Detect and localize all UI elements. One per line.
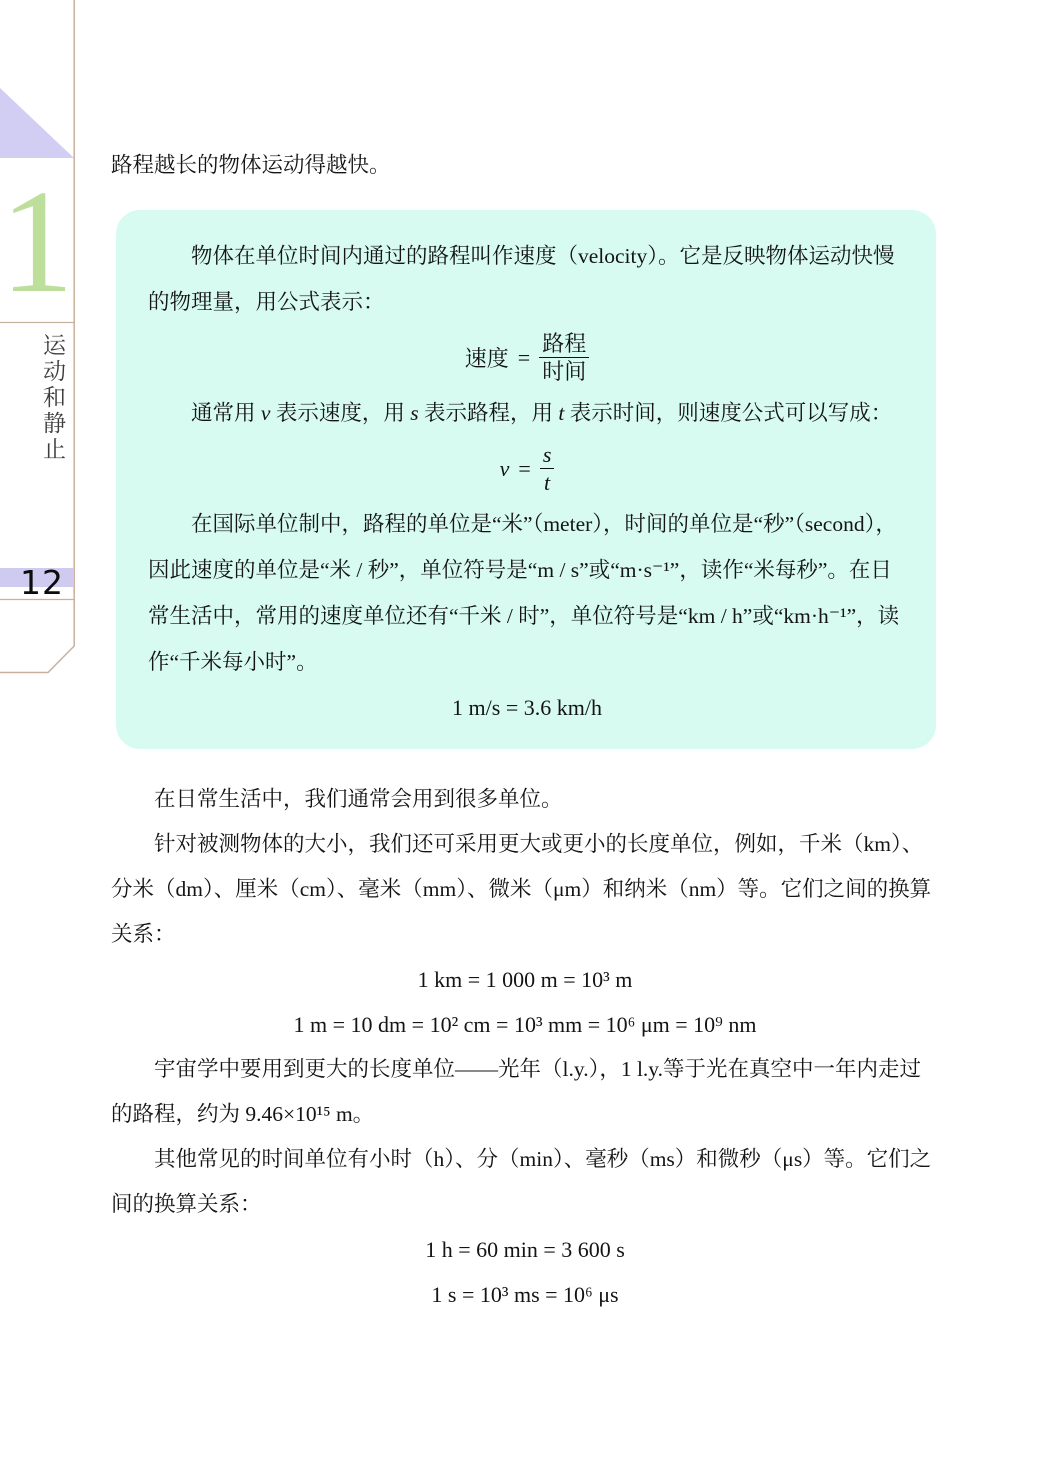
box-paragraph-symbols [148, 390, 906, 436]
variable-v: v [260, 401, 271, 425]
chapter-number: 1 [0, 160, 74, 324]
formula-velocity-symbolic [148, 441, 906, 496]
box-paragraph-definition: 物体在单位时间内通过的路程叫作速度（velocity）。它是反映物体运动快慢的物理量，用公式表示： [148, 244, 895, 314]
chapter-title-vertical: 运动和静止 [40, 333, 66, 463]
formula-m-conversion: 1 m = 10 dm = 10² cm = 10³ mm = 10⁶ μm = 10⁹ nm [293, 1012, 757, 1037]
paragraph-lightyear: 宇宙学中要用到更大的长度单位——光年（l.y.），1 l.y.等于光在真空中一年内走过的路程，约为 9.46×10¹⁵ m。 [111, 1057, 922, 1126]
formula-hour-conversion: 1 h = 60 min = 3 600 s [425, 1237, 625, 1262]
intro-paragraph: 路程越长的物体运动得越快。 [111, 153, 391, 177]
formula-lhs: 速度 [464, 346, 509, 371]
fraction [540, 441, 555, 496]
formula-ms-to-kmh: 1 m/s = 3.6 km/h [452, 695, 602, 720]
page-content [111, 148, 939, 1317]
formula-lhs: v [499, 455, 510, 481]
fraction-numerator: 路程 [539, 330, 589, 358]
formula-second-conversion: 1 s = 10³ ms = 10⁶ μs [431, 1282, 619, 1307]
fraction-numerator: s [540, 441, 555, 469]
paragraph-daily-units: 在日常生活中，我们通常会用到很多单位。 [154, 787, 563, 811]
fraction-denominator: 时间 [542, 359, 587, 384]
paragraph-time-units: 其他常见的时间单位有小时（h）、分（min）、毫秒（ms）和微秒（μs）等。它们之间的换算关系： [111, 1147, 932, 1216]
text-run: 通常用 [191, 401, 261, 425]
text-run: 表示时间，则速度公式可以写成： [564, 401, 893, 425]
fraction-denominator: t [544, 470, 551, 495]
text-run: 表示路程，用 [418, 401, 559, 425]
equals-sign: = [518, 455, 531, 481]
definition-box [116, 210, 936, 749]
fraction [539, 330, 589, 385]
equals-sign: = [517, 344, 531, 370]
page-number: 12 [20, 563, 64, 602]
text-run: 表示速度，用 [270, 401, 411, 425]
formula-velocity-chinese [148, 330, 906, 385]
paragraph-length-units: 针对被测物体的大小，我们还可采用更大或更小的长度单位，例如，千米（km）、分米（dm）、厘米（cm）、毫米（mm）、微米（μm）和纳米（nm）等。它们之间的换算关系： [111, 832, 932, 946]
box-paragraph-units: 在国际单位制中，路程的单位是“米”（meter），时间的单位是“秒”（second），因此速度的单位是“米 / 秒”，单位符号是“m / s”或“m·s⁻¹”，读作“米每秒”。在日常生活中，常用的速度单位还有“千米 / 时”，单位符号是“km / h”或“km·h⁻¹”，读作“千米每小时”。 [148, 512, 900, 674]
variable-s: s [410, 401, 419, 425]
variable-t: t [558, 401, 565, 425]
formula-km-conversion: 1 km = 1 000 m = 10³ m [417, 967, 633, 992]
